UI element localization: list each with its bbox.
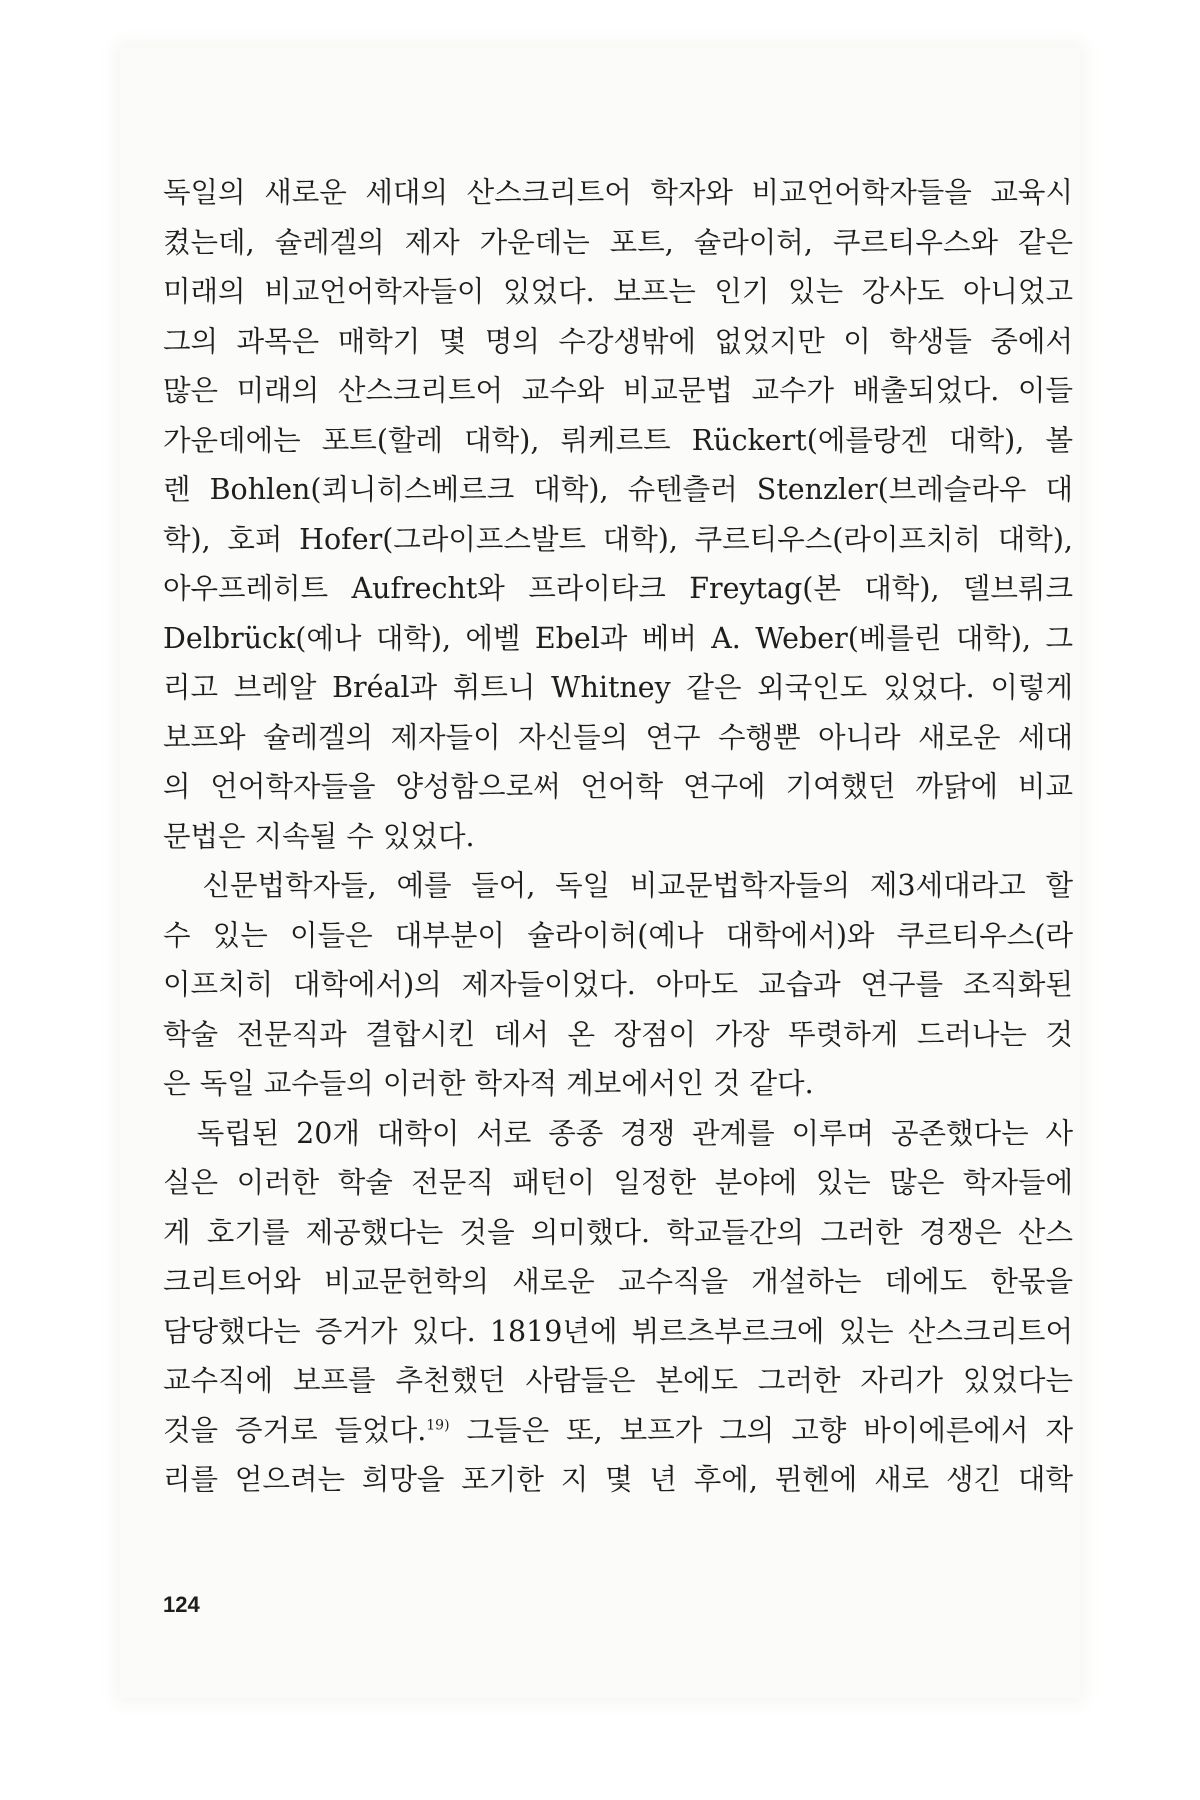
- text-line: 독립된 20개 대학이 서로 종종 경쟁 관계를 이루며 공존했다는 사: [163, 1116, 1073, 1150]
- text-line-with-footnote: [163, 1406, 1073, 1456]
- text-line: Delbrück(예나 대학), 에벨 Ebel과 베버 A. Weber(베를린 대학), 그: [163, 621, 1073, 655]
- text-line: 미래의 비교언어학자들이 있었다. 보프는 인기 있는 강사도 아니었고: [163, 275, 1073, 308]
- text-line: 담당했다는 증거가 있다. 1819년에 뷔르츠부르크에 있는 산스크리트어: [163, 1314, 1073, 1348]
- text-line: 아우프레히트 Aufrecht와 프라이타크 Freytag(본 대학), 델브뤼크: [163, 572, 1073, 605]
- text-line: 문법은 지속될 수 있었다.: [163, 819, 475, 853]
- text-line: 실은 이러한 학술 전문직 패턴이 일정한 분야에 있는 많은 학자들에: [163, 1166, 1073, 1199]
- text-line: 의 언어학자들을 양성함으로써 언어학 연구에 기여했던 까닭에 비교: [163, 770, 1073, 803]
- text-line: 렌 Bohlen(쾨니히스베르크 대학), 슈텐츨러 Stenzler(브레슬라우 대: [163, 473, 1073, 506]
- text-line: 수 있는 이들은 대부분이 슐라이허(예나 대학에서)와 쿠르티우스(라: [163, 918, 1073, 952]
- text-line: 게 호기를 제공했다는 것을 의미했다. 학교들간의 그러한 경쟁은 산스: [163, 1215, 1073, 1249]
- text-segment: 그들은 또, 보프가 그의 고향 바이에른에서 자: [449, 1413, 1073, 1447]
- text-line: 학술 전문직과 결합시킨 데서 온 장점이 가장 뚜렷하게 드러나는 것: [163, 1017, 1073, 1051]
- text-line: 교수직에 보프를 추천했던 사람들은 본에도 그러한 자리가 있었다는: [163, 1364, 1073, 1397]
- text-line: 은 독일 교수들의 이러한 학자적 계보에서인 것 같다.: [163, 1067, 814, 1100]
- body-text: [163, 168, 1073, 1505]
- text-line: 가운데에는 포트(할레 대학), 뤼케르트 Rückert(에를랑겐 대학), 볼: [163, 423, 1073, 457]
- text-line: 이프치히 대학에서)의 제자들이었다. 아마도 교습과 연구를 조직화된: [163, 968, 1073, 1001]
- text-line: 크리트어와 비교문헌학의 새로운 교수직을 개설하는 데에도 한몫을: [163, 1265, 1073, 1298]
- text-line: 보프와 슐레겔의 제자들이 자신들의 연구 수행뿐 아니라 새로운 세대: [163, 720, 1073, 754]
- footnote-marker[interactable]: 19): [426, 1417, 450, 1433]
- text-line: 켰는데, 슐레겔의 제자 가운데는 포트, 슐라이허, 쿠르티우스와 같은: [163, 225, 1073, 259]
- text-line: 리를 얻으려는 희망을 포기한 지 몇 년 후에, 뮌헨에 새로 생긴 대학: [163, 1463, 1073, 1496]
- page-number: 124: [163, 1592, 200, 1617]
- text-line: 학), 호퍼 Hofer(그라이프스발트 대학), 쿠르티우스(라이프치히 대학),: [163, 522, 1073, 556]
- text-line: 신문법학자들, 예를 들어, 독일 비교문법학자들의 제3세대라고 할: [163, 869, 1073, 902]
- text-line: 많은 미래의 산스크리트어 교수와 비교문법 교수가 배출되었다. 이들: [163, 374, 1073, 407]
- text-line: 독일의 새로운 세대의 산스크리트어 학자와 비교언어학자들을 교육시: [163, 176, 1073, 209]
- text-line: 그의 과목은 매학기 몇 명의 수강생밖에 없었지만 이 학생들 중에서: [163, 324, 1073, 358]
- text-segment: 것을 증거로 들었다.: [163, 1413, 427, 1447]
- text-line: 리고 브레알 Bréal과 휘트니 Whitney 같은 외국인도 있었다. 이렇게: [163, 671, 1073, 704]
